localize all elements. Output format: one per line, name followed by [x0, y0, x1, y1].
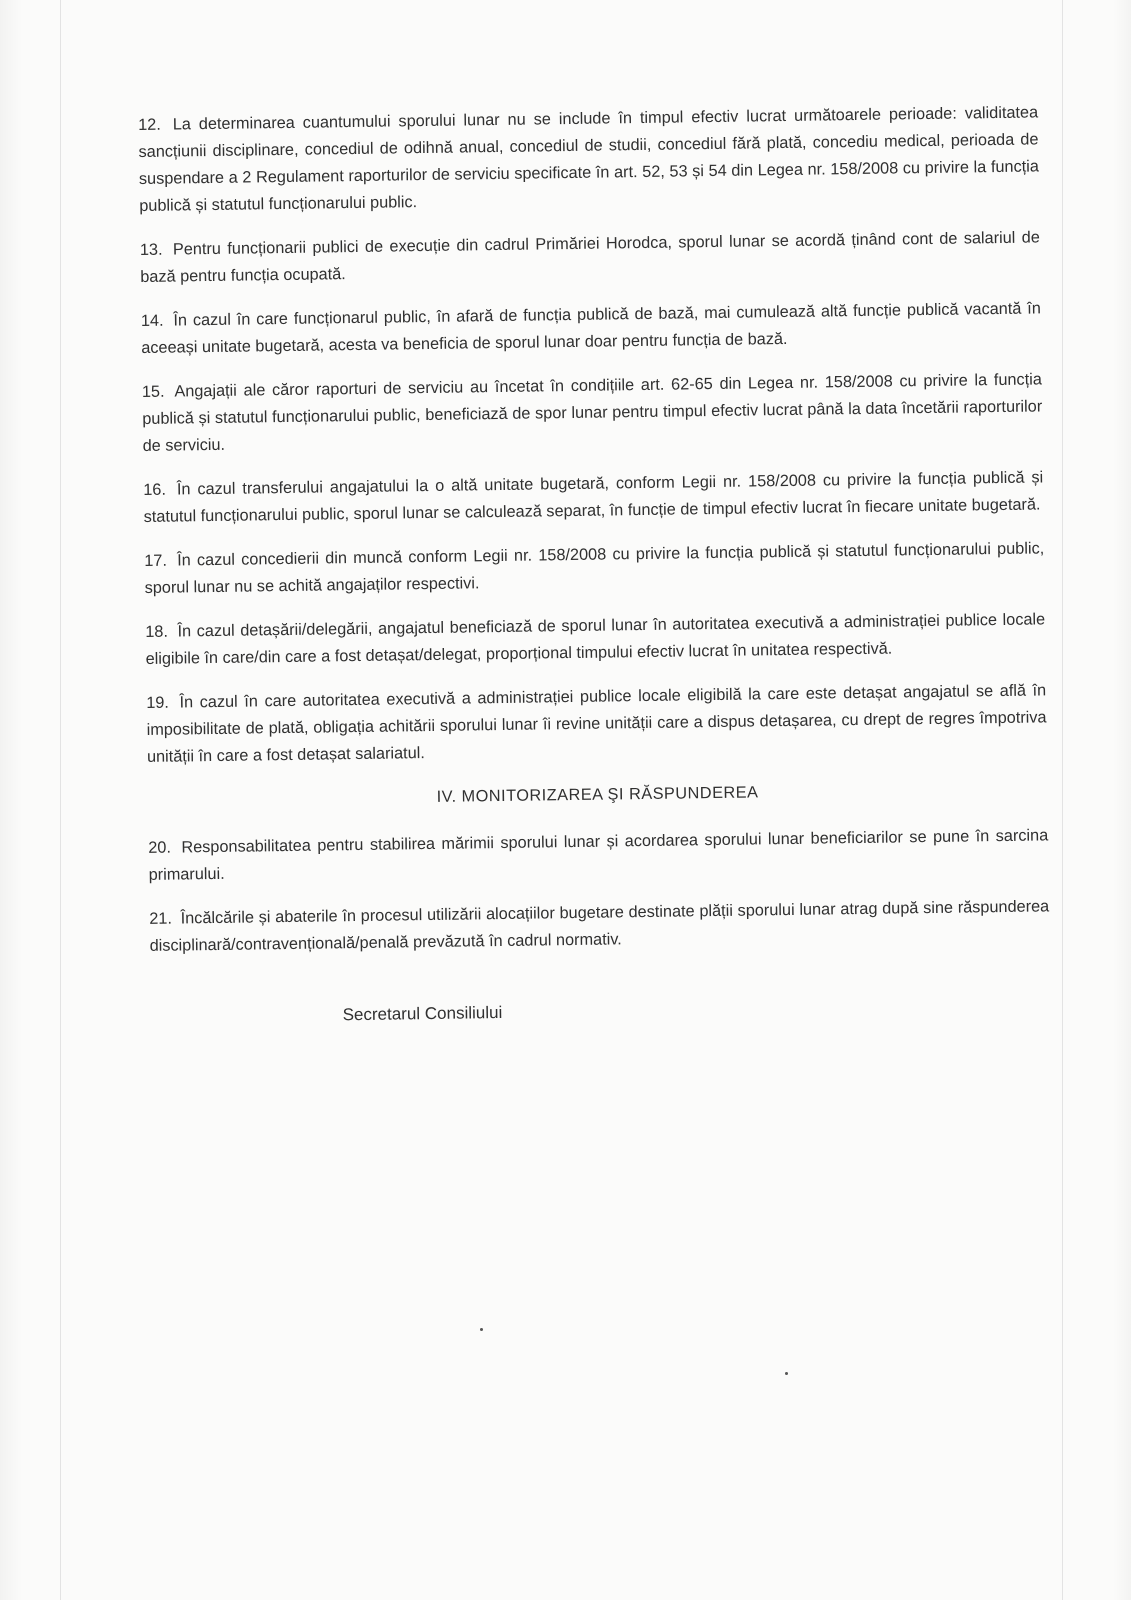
paragraph-text: În cazul în care funcționarul public, în afară de funcția publică de bază, mai cumulează altă funcție publică vacantă în aceeași unitate bugetară, acesta va beneficia de sporul lunar doar pentru funcția de bază.: [141, 299, 1041, 357]
paragraph-number: 12.: [138, 115, 161, 134]
paragraph-number: 20.: [148, 838, 172, 857]
paragraph-text: Încălcările și abaterile în procesul utilizării alocațiilor bugetare destinate plății sporului lunar atrag după sine răspunderea disciplinară/contravențională/penală prevăzută în cadrul normativ.: [149, 897, 1050, 955]
scan-speck: [785, 1372, 788, 1375]
paragraph-text: Angajații ale căror raporturi de serviciu au încetat în condițiile art. 62-65 din Legea nr. 158/2008 cu privire la funcția publică și statutul funcționarului public, beneficiază de spor lunar pentru timpul efectiv lucrat până la data încetării raporturilor de serviciu.: [142, 370, 1043, 455]
paragraph-number: 18.: [145, 622, 169, 641]
paragraph-13: [140, 224, 1041, 291]
section-heading: IV. MONITORIZAREA ŞI RĂSPUNDEREA: [436, 783, 759, 806]
paragraph-15: [142, 366, 1043, 460]
paragraph-number: 14.: [140, 311, 164, 330]
paragraph-text: În cazul în care autoritatea executivă a administrației publice locale eligibilă la care este detașat angajatul se află în imposibilitate de plată, obligația achitării sporului lunar îi revine unității care a dispus detașarea, cu drept de regres împotriva unității în care a fost detașat salariatul.: [146, 681, 1047, 766]
paragraph-number: 19.: [146, 693, 170, 712]
scan-edge-left: [60, 0, 61, 1600]
paragraph-text: La determinarea cuantumului sporului lunar nu se include în timpul efectiv lucrat următoarele perioade: validitatea sancțiunii disciplinare, concediul de odihnă anual, concediul de studii, concediul fără plată, concediu medical, perioada de suspendare a 2 Regulament raporturilor de serviciu specificate în art. 52, 53 și 54 din Legea nr. 158/2008 cu privire la funcția publică și statutul funcționarului public.: [138, 103, 1039, 215]
scan-edge-right: [1062, 0, 1063, 1600]
paragraph-18: [145, 606, 1046, 673]
paragraph-17: [144, 535, 1045, 602]
paragraph-text: În cazul detașării/delegării, angajatul beneficiază de sporul lunar în autoritatea executivă a administrației publice locale eligibile în care/din care a fost detașat/delegat, proporțional timpului efectiv lucrat în unitatea respectivă.: [145, 610, 1046, 668]
paragraph-20: [148, 822, 1049, 889]
paragraph-text: Responsabilitatea pentru stabilirea mărimii sporului lunar și acordarea sporului lunar beneficiarilor se pune în sarcina primarului.: [148, 826, 1049, 884]
paragraph-text: În cazul transferului angajatului la o altă unitate bugetară, conform Legii nr. 158/2008 cu privire la funcția publică și statutul funcționarului public, sporul lunar se calculează separat, în funcție de timpul efectiv lucrat în fiecare unitate bugetară.: [143, 468, 1044, 526]
document-body: [138, 99, 1051, 1030]
paragraph-number: 21.: [149, 909, 173, 928]
paragraph-14: [141, 295, 1042, 362]
paragraph-number: 16.: [143, 480, 167, 499]
paragraph-21: [149, 893, 1050, 960]
paragraph-12: [138, 99, 1039, 220]
paragraph-text: Pentru funcționarii publici de execuție din cadrul Primăriei Horodca, sporul lunar se acordă ținând cont de salariul de bază pentru funcția ocupată.: [140, 228, 1040, 286]
paragraph-number: 13.: [139, 240, 163, 259]
paragraph-number: 15.: [141, 382, 165, 401]
signature-line: Secretarul Consiliului: [342, 1003, 503, 1025]
paragraph-19: [146, 677, 1047, 771]
paragraph-text: În cazul concedierii din muncă conform Legii nr. 158/2008 cu privire la funcția publică și statutul funcționarului public, sporul lunar nu se achită angajaților respectivi.: [144, 539, 1045, 597]
paragraph-number: 17.: [144, 551, 168, 570]
paragraph-16: [143, 464, 1044, 531]
scan-speck: [480, 1328, 483, 1331]
